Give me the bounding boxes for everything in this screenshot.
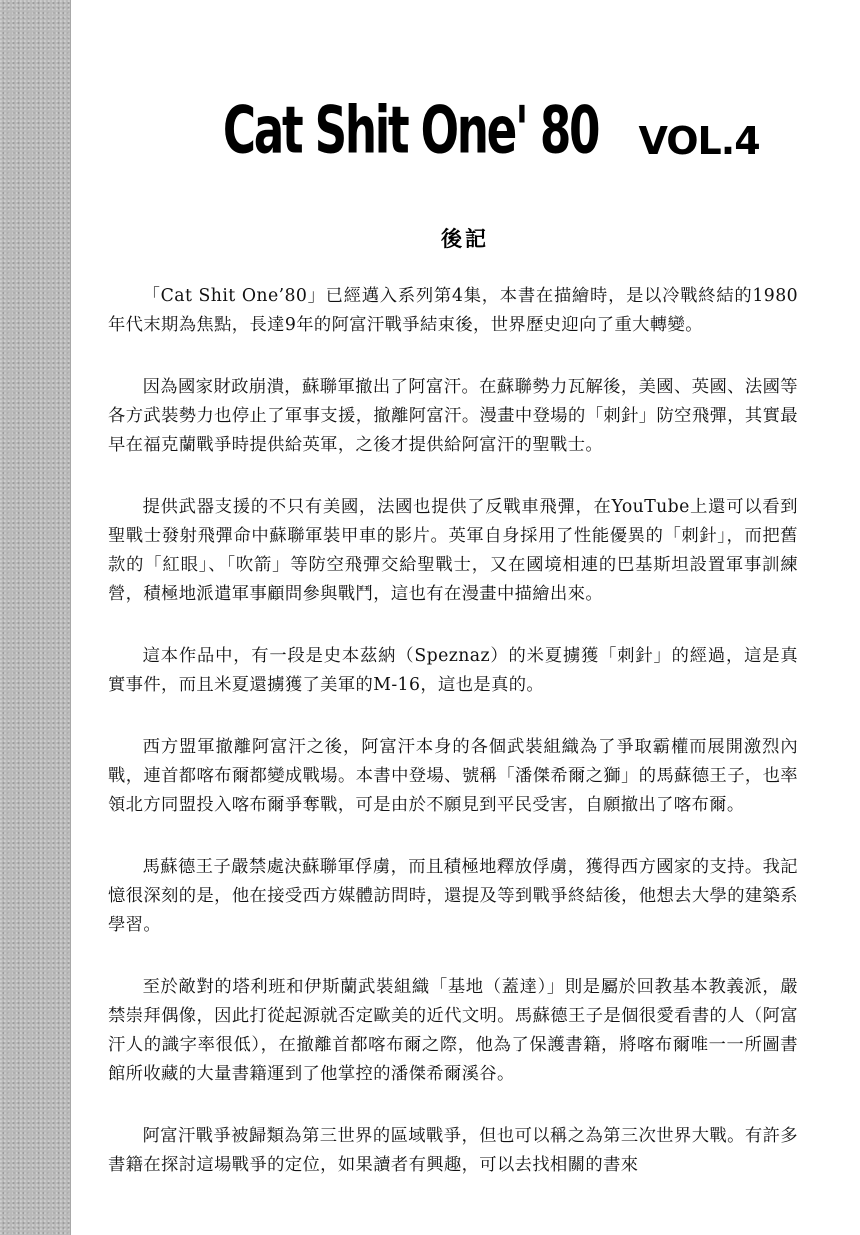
scanned-page-edge	[0, 0, 71, 1235]
book-title	[70, 91, 860, 168]
afterword-heading: 後記	[441, 227, 489, 251]
afterword-body	[108, 282, 798, 1213]
book-title-main: Cat Shit One' 80	[223, 91, 599, 168]
paragraph-5: 西方盟軍撤離阿富汗之後，阿富汗本身的各個武裝組織為了爭取霸權而展開激烈內戰，連首都喀布爾都變成戰場。本書中登場、號稱「潘傑希爾之獅」的馬蘇德王子，也率領北方同盟投入喀布爾爭奪戰，可是由於不願見到平民受害，自願撤出了喀布爾。	[108, 737, 798, 815]
paragraph-4: 這本作品中，有一段是史本茲納（Speznaz）的米夏擄獲「刺針」的經過，這是真實事件，而且米夏還擄獲了美軍的M-16，這也是真的。	[108, 646, 798, 695]
paragraph-3: 提供武器支援的不只有美國，法國也提供了反戰車飛彈，在YouTube上還可以看到聖戰士發射飛彈命中蘇聯軍裝甲車的影片。英軍自身採用了性能優異的「刺針」，而把舊款的「紅眼」、「吹箭」等防空飛彈交給聖戰士，又在國境相連的巴基斯坦設置軍事訓練營，積極地派遣軍事顧問參與戰鬥，這也有在漫畫中描繪出來。	[108, 497, 798, 604]
paragraph-2: 因為國家財政崩潰，蘇聯軍撤出了阿富汗。在蘇聯勢力瓦解後，美國、英國、法國等各方武裝勢力也停止了軍事支援，撤離阿富汗。漫畫中登場的「刺針」防空飛彈，其實最早在福克蘭戰爭時提供給英軍，之後才提供給阿富汗的聖戰士。	[108, 377, 798, 455]
paragraph-1: 「Cat Shit One’80」已經邁入系列第4集，本書在描繪時，是以冷戰終結的1980年代末期為焦點，長達9年的阿富汗戰爭結束後，世界歷史迎向了重大轉變。	[108, 286, 798, 335]
paragraph-7: 至於敵對的塔利班和伊斯蘭武裝組織「基地（蓋達）」則是屬於回教基本教義派，嚴禁崇拜偶像，因此打從起源就否定歐美的近代文明。馬蘇德王子是個很愛看書的人（阿富汗人的識字率很低），在撤離首都喀布爾之際，他為了保護書籍，將喀布爾唯一一所圖書館所收藏的大量書籍運到了他掌控的潘傑希爾溪谷。	[108, 977, 798, 1084]
paragraph-8: 阿富汗戰爭被歸類為第三世界的區域戰爭，但也可以稱之為第三次世界大戰。有許多書籍在探討這場戰爭的定位，如果讀者有興趣，可以去找相關的書來	[108, 1126, 798, 1175]
paragraph-6: 馬蘇德王子嚴禁處決蘇聯軍俘虜，而且積極地釋放俘虜，獲得西方國家的支持。我記憶很深刻的是，他在接受西方媒體訪問時，還提及等到戰爭終結後，他想去大學的建築系學習。	[108, 857, 798, 935]
volume-label: VOL.4	[638, 119, 760, 163]
